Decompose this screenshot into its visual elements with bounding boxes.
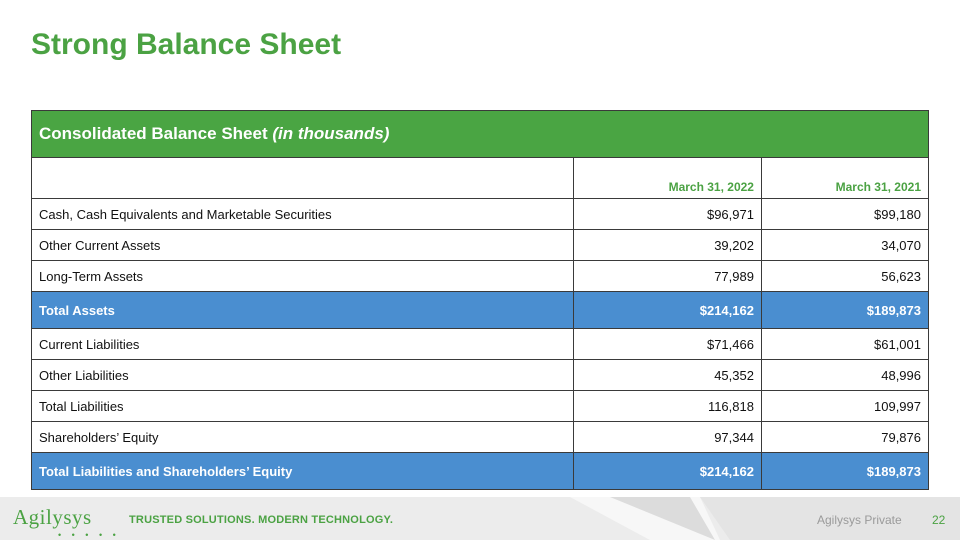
value-2021: $189,873: [761, 292, 928, 329]
value-2022: $96,971: [573, 199, 761, 230]
page-title: Strong Balance Sheet: [31, 28, 342, 61]
value-2022: 39,202: [573, 230, 761, 261]
table-row-shareholders-equity: [32, 422, 929, 453]
value-2022: $214,162: [573, 453, 761, 490]
value-2021: 34,070: [761, 230, 928, 261]
table-row-total-liabilities-and-equity: [32, 453, 929, 490]
table-title: Consolidated Balance Sheet: [39, 124, 273, 143]
row-label: Other Liabilities: [32, 360, 574, 391]
balance-sheet-table: [31, 110, 929, 490]
table-row-other-current-assets: [32, 230, 929, 261]
value-2022: $71,466: [573, 329, 761, 360]
value-2021: $99,180: [761, 199, 928, 230]
value-2021: $61,001: [761, 329, 928, 360]
column-header-2021: March 31, 2021: [761, 158, 928, 199]
value-2022: 116,818: [573, 391, 761, 422]
row-label: Total Liabilities and Shareholders’ Equity: [32, 453, 574, 490]
agilysys-logo: Agilysys: [13, 505, 92, 529]
table-row-total-assets: [32, 292, 929, 329]
row-label: Shareholders’ Equity: [32, 422, 574, 453]
table-row-total-liabilities: [32, 391, 929, 422]
table-header-cell: [32, 111, 929, 158]
value-2021: 48,996: [761, 360, 928, 391]
table-row-current-liabilities: [32, 329, 929, 360]
value-2022: $214,162: [573, 292, 761, 329]
classification-label: Agilysys Private: [817, 513, 902, 527]
table-row-other-liabilities: [32, 360, 929, 391]
value-2021: 79,876: [761, 422, 928, 453]
footer-tagline: TRUSTED SOLUTIONS. MODERN TECHNOLOGY.: [129, 514, 394, 526]
table-units: (in thousands): [272, 124, 390, 143]
page-number: 22: [932, 513, 946, 527]
row-label: Other Current Assets: [32, 230, 574, 261]
value-2021: 109,997: [761, 391, 928, 422]
table-header-row: [32, 111, 929, 158]
value-2022: 77,989: [573, 261, 761, 292]
row-label: Current Liabilities: [32, 329, 574, 360]
value-2021: 56,623: [761, 261, 928, 292]
table-row-cash: [32, 199, 929, 230]
row-label: Long-Term Assets: [32, 261, 574, 292]
value-2022: 97,344: [573, 422, 761, 453]
footer-bar: [0, 497, 960, 540]
column-header-empty: [32, 158, 574, 199]
row-label: Total Assets: [32, 292, 574, 329]
logo-dots: • • • • •: [58, 530, 120, 540]
value-2021: $189,873: [761, 453, 928, 490]
value-2022: 45,352: [573, 360, 761, 391]
table-row-long-term-assets: [32, 261, 929, 292]
column-header-2022: March 31, 2022: [573, 158, 761, 199]
column-header-row: [32, 158, 929, 199]
row-label: Total Liabilities: [32, 391, 574, 422]
row-label: Cash, Cash Equivalents and Marketable Securities: [32, 199, 574, 230]
